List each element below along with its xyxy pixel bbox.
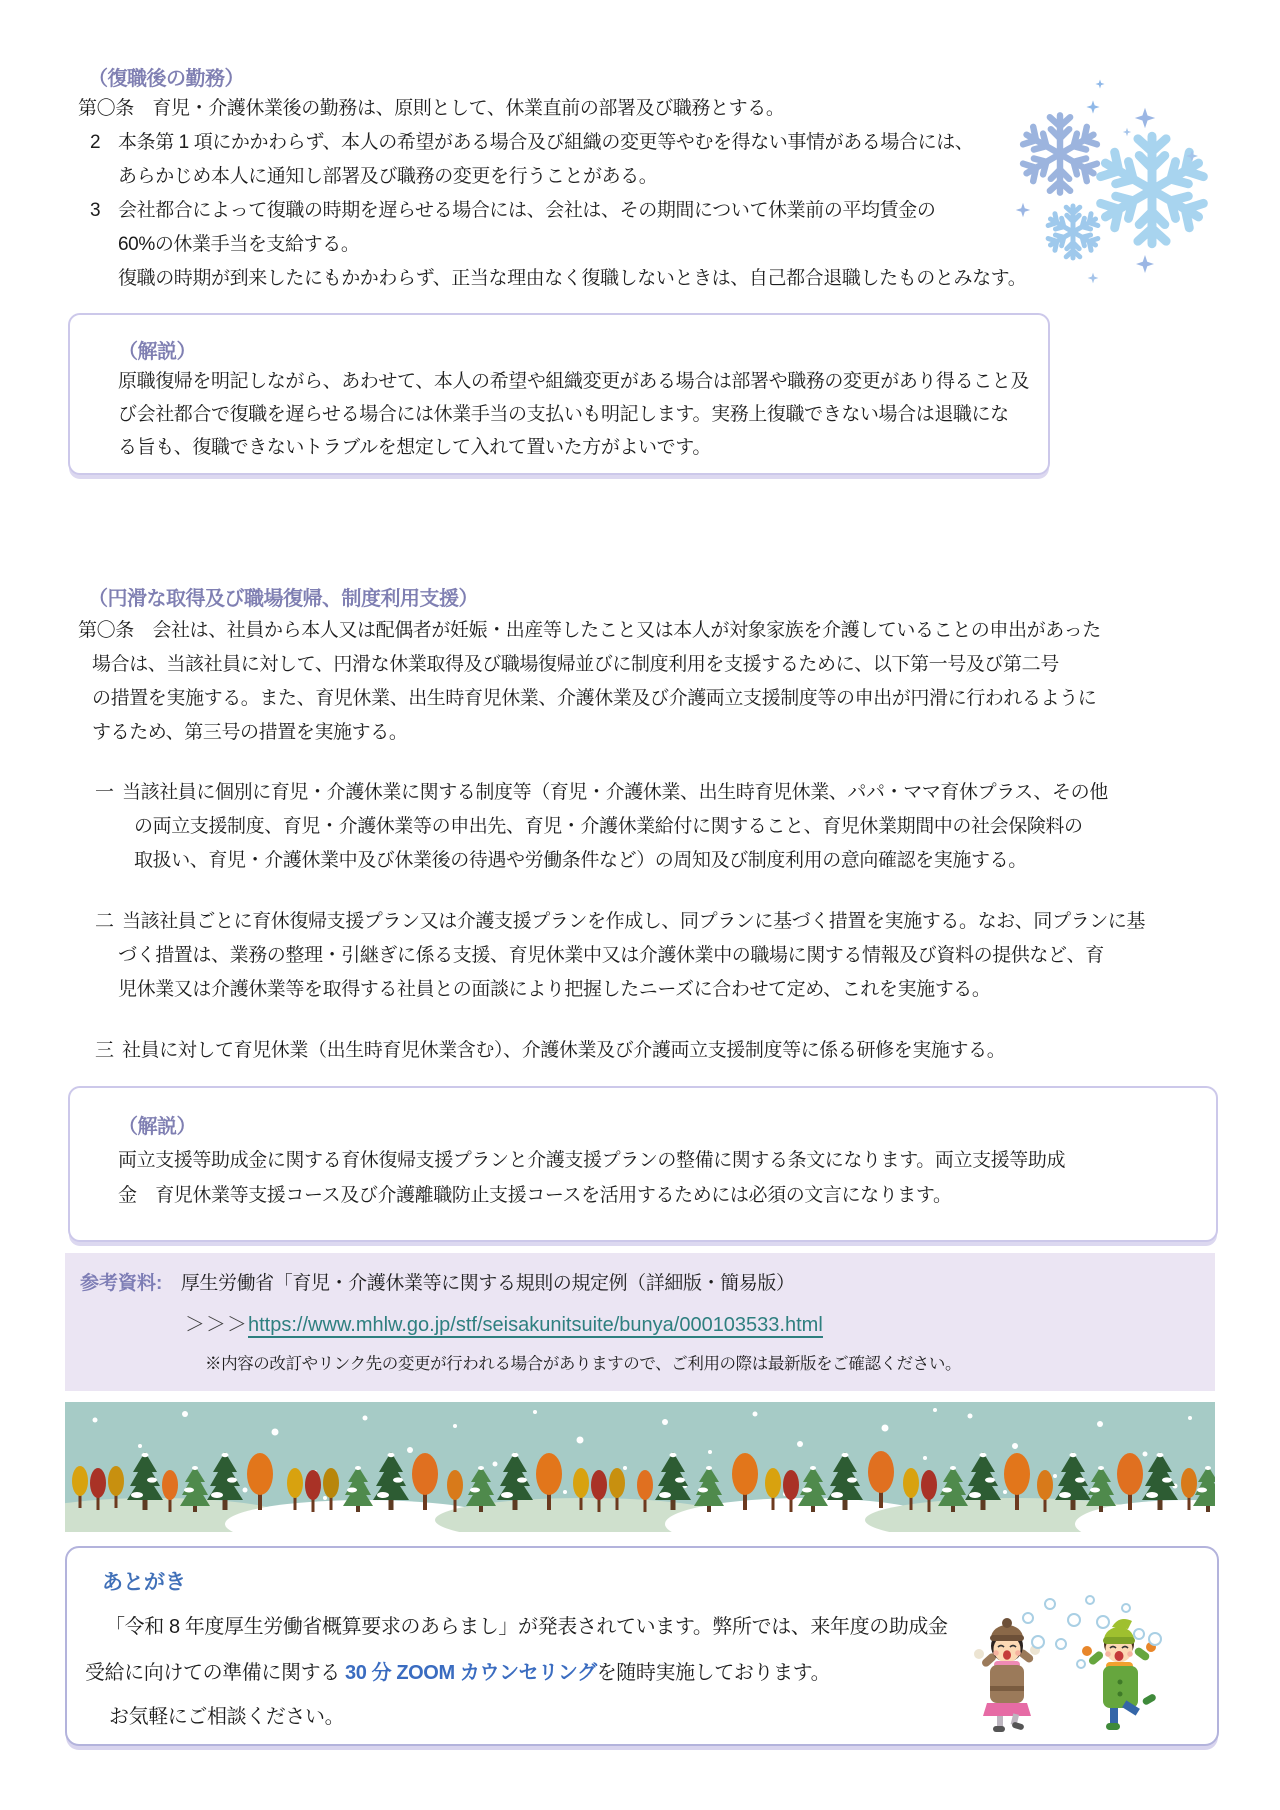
item-number: 一 [95, 782, 114, 803]
sparkle-icon [1135, 108, 1155, 128]
afterword-heading: あとがき [102, 1571, 186, 1594]
reference-link-row [185, 1308, 823, 1337]
kaisetsu-heading: （解説） [118, 1116, 196, 1138]
item-number: 三 [95, 1040, 114, 1061]
article-text: 場合は、当該社員に対して、円滑な休業取得及び職場復帰並びに制度利用を支援するために、以下第一号及び第二号 [92, 654, 1059, 675]
children-snowball-illustration [962, 1592, 1202, 1742]
sparkle-icon [1123, 128, 1131, 136]
clause-text: 60%の休業手当を支給する。 [118, 234, 360, 255]
item-text: づく措置は、業務の整理・引継ぎに係る支援、育児休業中又は介護休業中の職場に関する情報及び資料の提供など、育 [118, 945, 1104, 966]
article-text: するため、第三号の措置を実施する。 [92, 722, 408, 743]
support-item-2 [95, 905, 1145, 1007]
section-return-heading: （復職後の勤務） [88, 68, 244, 90]
item-text: の両立支援制度、育児・介護休業等の申出先、育児・介護休業給付に関すること、育児休業期間中の社会保険料の [134, 816, 1083, 837]
reference-title: 厚生労働省「育児・介護休業等に関する規則の規定例（詳細版・簡易版） [180, 1273, 795, 1294]
item-text: 児休業又は介護休業等を取得する社員との面談により把握したニーズに合わせて定め、これを実施する。 [118, 979, 991, 1000]
reference-section [65, 1253, 1215, 1391]
zoom-counseling-highlight: 30 分 ZOOM カウンセリング [344, 1662, 597, 1684]
clause-number: 3 [90, 200, 101, 221]
item-text: 社員に対して育児休業（出生時育児休業含む）、介護休業及び介護両立支援制度等に係る研修を実施する。 [122, 1040, 1006, 1061]
snowflake-icon [1047, 206, 1099, 258]
boy [1082, 1619, 1161, 1730]
afterword-box [65, 1546, 1219, 1746]
kaisetsu-box-1 [68, 313, 1050, 475]
kaisetsu-text: 金 育児休業等支援コース及び介護離職防止支援コースを活用するためには必須の文言になります。 [118, 1185, 952, 1206]
clause-text: 会社都合によって復職の時期を遅らせる場合には、会社は、その期間について休業前の平均賃金の [118, 200, 936, 221]
section-support-heading: （円滑な取得及び職場復帰、制度利用支援） [88, 588, 478, 610]
article-text: の措置を実施する。また、育児休業、出生時育児休業、介護休業及び介護両立支援制度等の申出が円滑に行われるように [92, 688, 1097, 709]
reference-row [80, 1268, 795, 1295]
reference-link[interactable]: https://www.mhlw.go.jp/stf/seisakunitsuite/bunya/000103533.html [248, 1314, 823, 1336]
sparkle-icon [1095, 79, 1104, 88]
item-text: 当該社員ごとに育休復帰支援プラン又は介護支援プランを作成し、同プランに基づく措置を実施する。なお、同プランに基 [122, 911, 1146, 932]
clause-text: あらかじめ本人に通知し部署及び職務の変更を行うことがある。 [118, 166, 658, 187]
article-support [78, 614, 1101, 750]
item-text: 取扱い、育児・介護休業中及び休業後の待遇や労働条件など）の周知及び制度利用の意向確認を実施する。 [134, 850, 1027, 871]
snowflake-icon [1098, 136, 1205, 244]
reference-note: ※内容の改訂やリンク先の変更が行われる場合がありますので、ご利用の際は最新版をご確認ください。 [205, 1355, 962, 1373]
kaisetsu-box-2 [68, 1086, 1218, 1242]
kaisetsu-text: び会社都合で復職を遅らせる場合には休業手当の支払いも明記します。実務上復職できない場合は退職にな [118, 404, 1009, 425]
afterword-text: を随時実施しております。 [596, 1662, 831, 1684]
afterword-text: 「令和 8 年度厚生労働省概算要求のあらまし」が発表されています。弊所では、来年度の助成金 [105, 1616, 948, 1638]
sparkle-icon [1086, 100, 1099, 113]
afterword-text: お気軽にご相談ください。 [109, 1706, 345, 1728]
sparkle-icon [1016, 203, 1030, 217]
winter-forest-illustration [65, 1402, 1215, 1532]
afterword-text [85, 1656, 830, 1685]
item-number: 二 [95, 911, 114, 932]
support-item-3 [95, 1034, 1005, 1068]
clause-number: 2 [90, 132, 101, 153]
link-arrows: ＞＞＞ [185, 1314, 248, 1336]
snowflakes-decoration [980, 72, 1250, 307]
item-text: 当該社員に個別に育児・介護休業に関する制度等（育児・介護休業、出生時育児休業、パパ・ママ育休プラス、その他 [122, 782, 1108, 803]
kaisetsu-heading: （解説） [118, 341, 196, 363]
clause-text: 本条第 1 項にかかわらず、本人の希望がある場合及び組織の変更等やむを得ない事情がある場合には、 [118, 132, 974, 153]
clause-text: 復職の時期が到来したにもかかわらず、正当な理由なく復職しないときは、自己都合退職したものとみなす。 [118, 268, 1027, 289]
kaisetsu-text: 原職復帰を明記しながら、あわせて、本人の希望や組織変更がある場合は部署や職務の変更があり得ること及 [118, 371, 1030, 392]
clause-2 [90, 126, 973, 194]
article-text: 第〇条 会社は、社員から本人又は配偶者が妊娠・出産等したこと又は本人が対象家族を介護していることの申出があった [78, 620, 1101, 641]
sparkle-icon [1136, 255, 1154, 273]
snowflake-icon [1021, 115, 1098, 192]
kaisetsu-text: る旨も、復職できないトラブルを想定して入れて置いた方がよいです。 [118, 437, 711, 458]
girl [974, 1618, 1044, 1732]
kaisetsu-text: 両立支援等助成金に関する育休復帰支援プランと介護支援プランの整備に関する条文になります。両立支援等助成 [118, 1150, 1066, 1171]
afterword-text: 受給に向けての準備に関する [85, 1662, 345, 1684]
reference-label: 参考資料: [80, 1273, 163, 1294]
support-item-1 [95, 776, 1108, 878]
sparkle-icon [1088, 273, 1099, 284]
clause-3 [90, 194, 1026, 296]
article-return: 第〇条 育児・介護休業後の勤務は、原則として、休業直前の部署及び職務とする。 [78, 98, 785, 119]
